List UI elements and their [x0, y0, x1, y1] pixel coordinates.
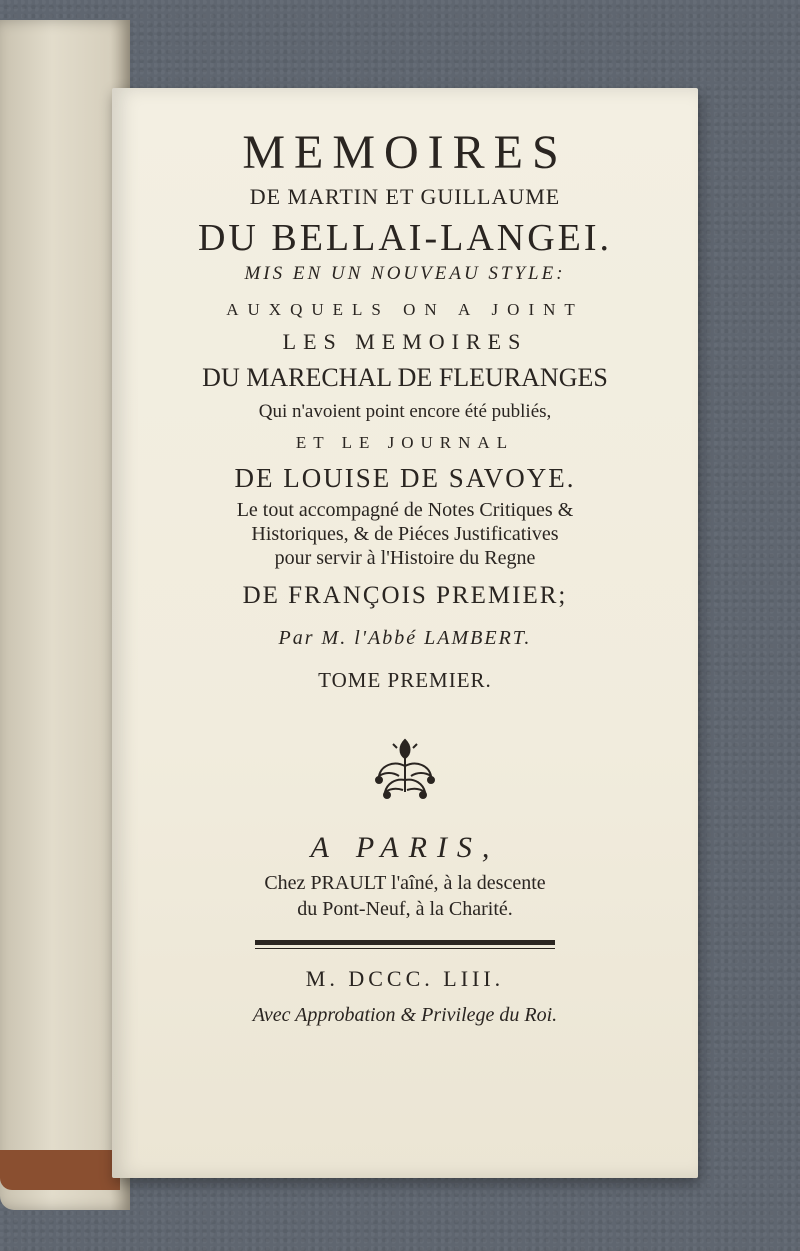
style-note: MIS EN UN NOUVEAU STYLE: — [244, 263, 566, 284]
book-subtitle: DE MARTIN ET GUILLAUME — [249, 184, 561, 209]
journal-line: ET LE JOURNAL — [295, 433, 515, 452]
not-published-line: Qui n'avoient point encore été publiés, — [258, 401, 552, 422]
notes-line-1: Le tout accompagné de Notes Critiques & — [236, 499, 574, 521]
book-cover-edge — [0, 1150, 120, 1190]
floral-ornament-icon — [365, 732, 445, 802]
title-page — [112, 88, 698, 1178]
marechal-line: DU MARECHAL DE FLEURANGES — [202, 363, 608, 392]
privilege-line: Avec Approbation & Privilege du Roi. — [252, 1004, 558, 1026]
book-title: MEMOIRES — [242, 126, 568, 179]
author-credit: Par M. l'Abbé LAMBERT. — [278, 627, 532, 649]
divider-rule — [255, 940, 555, 949]
francois-line: DE FRANÇOIS PREMIER; — [242, 582, 568, 609]
notes-line-3: pour servir à l'Histoire du Regne — [274, 547, 536, 569]
date-line: M. DCCC. LIII. — [305, 966, 505, 991]
left-page — [0, 20, 130, 1210]
book-authors: DU BELLAI-LANGEI. — [197, 217, 613, 259]
memoires-line: LES MEMOIRES — [282, 329, 528, 354]
louise-line: DE LOUISE DE SAVOYE. — [234, 463, 576, 493]
joined-line: AUXQUELS ON A JOINT — [226, 300, 584, 319]
publisher-line-1: Chez PRAULT l'aîné, à la descente — [264, 872, 546, 894]
volume-line: TOME PREMIER. — [318, 668, 492, 692]
notes-line-2: Historiques, & de Piéces Justificatives — [251, 523, 559, 545]
title-page-text — [142, 118, 668, 1029]
place-line: A PARIS, — [310, 831, 500, 864]
publisher-line-2: du Pont-Neuf, à la Charité. — [297, 898, 513, 920]
